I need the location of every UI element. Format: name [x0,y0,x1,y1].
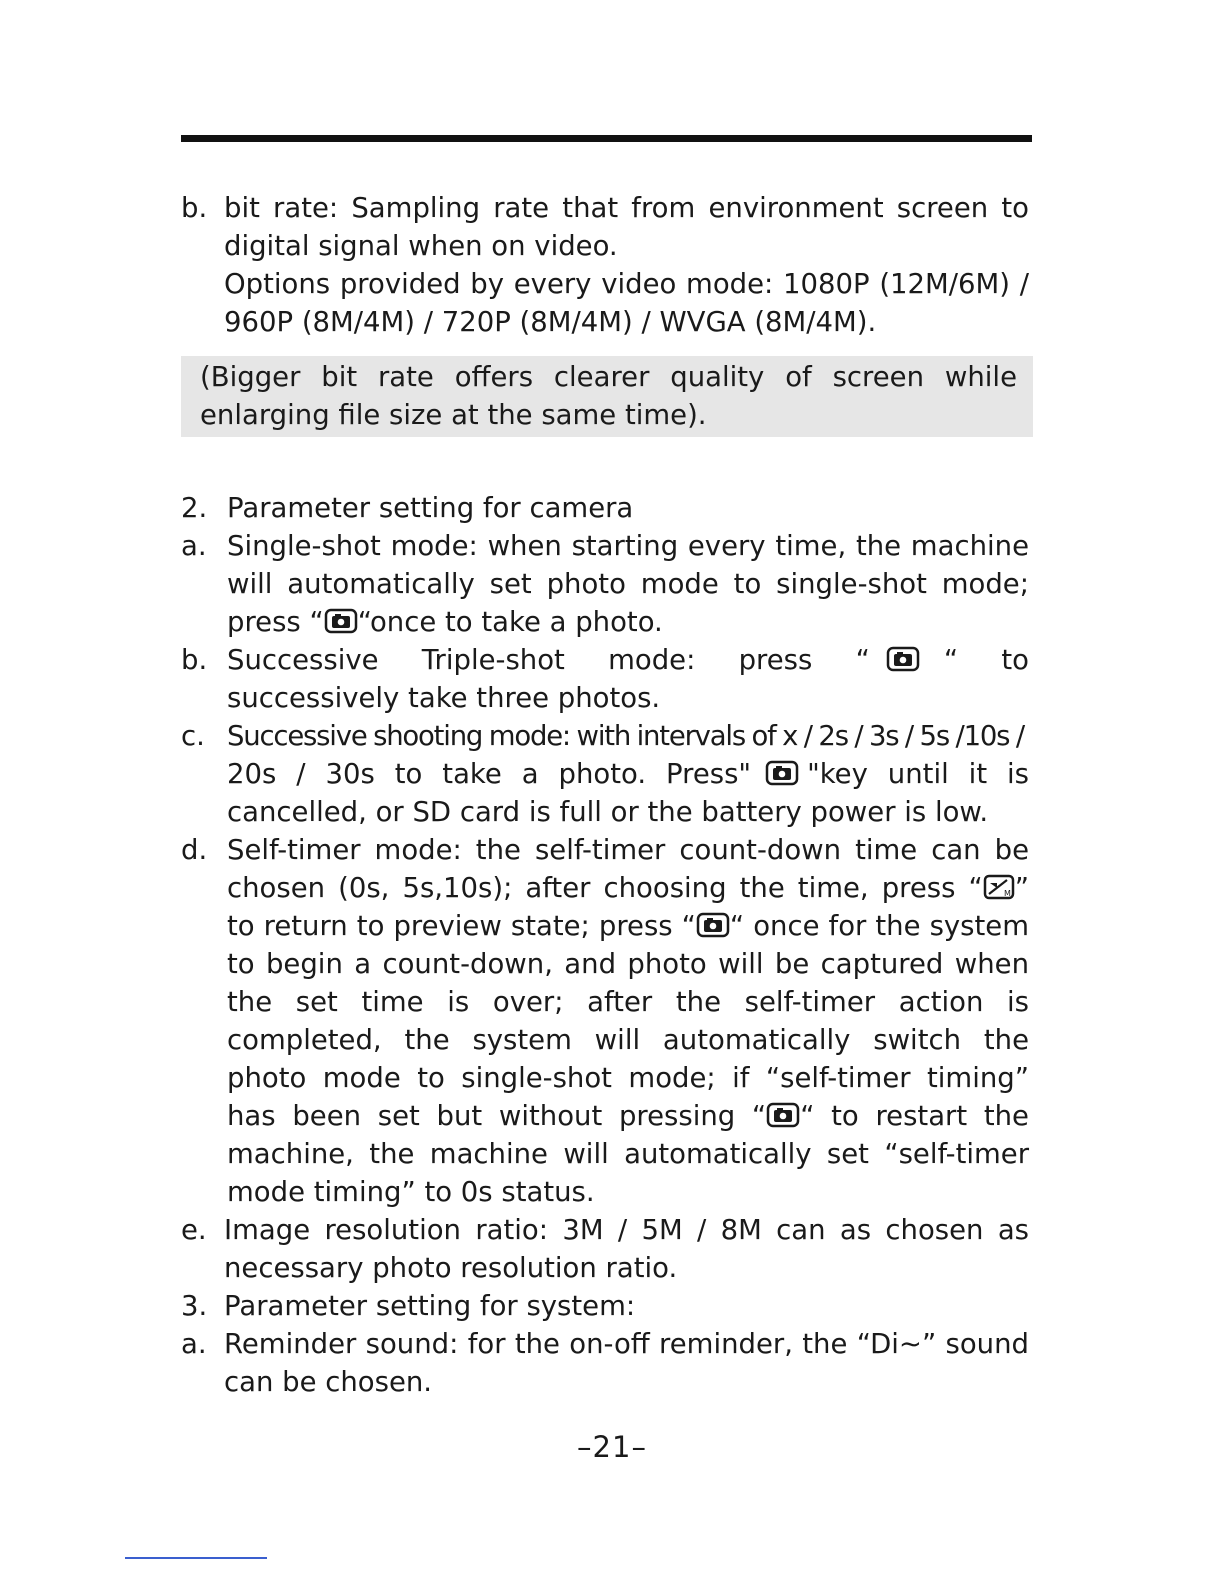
page-number: –21– [577,1430,647,1464]
camera-settings-heading: Parameter setting for camera [227,492,634,524]
self-timer-text-1: Self-timer mode: the self-timer count-down time can be chosen (0s, 5s,10s); after choosing the time, press “ [227,834,1029,904]
triple-shot-text: Successive Triple-shot mode: press “ [227,644,870,676]
list-item-camera-settings [181,489,1029,527]
list-item-bit-rate [181,189,1029,341]
list-marker: 3. [181,1290,208,1322]
system-settings-heading: Parameter setting for system: [224,1290,636,1322]
list-item-resolution [181,1211,1029,1287]
svg-text:M: M [1003,889,1011,898]
self-timer-text-4: “ to restart the machine, the machine will automatically set “self-timer mode timing” to 0s status. [227,1100,1029,1208]
camera-shutter-icon [766,1102,800,1128]
self-timer-text-3: “ once for the system to begin a count-down, and photo will be captured when the set time is over; after the self-timer action is completed, the system will automatically switch the photo mode to single-shot mode; if “self-timer timing” has been set but without pressing “ [227,910,1029,1132]
list-marker: d. [181,834,208,866]
list-marker: b. [181,192,208,224]
mode-button-icon [983,874,1015,900]
list-marker: a. [181,530,207,562]
triple-shot-text-end: “ to successively take three photos. [227,644,1029,714]
resolution-text: Image resolution ratio: 3M / 5M / 8M can as chosen as necessary photo resolution ratio. [224,1214,1029,1284]
camera-shutter-icon [765,760,799,786]
list-item-system-settings [181,1287,1029,1325]
list-item-successive-shooting [181,717,1029,831]
single-shot-text: Single-shot mode: when starting every time, the machine will automatically set photo mode to single-shot mode; press “ [227,530,1029,638]
list-marker: b. [181,644,208,676]
successive-shooting-text-end: "key until it is cancelled, or SD card is full or the battery power is low. [227,758,1030,828]
list-item-single-shot [181,527,1029,641]
footer-line [125,1557,267,1559]
list-marker: a. [181,1328,207,1360]
list-marker: 2. [181,492,208,524]
list-item-triple-shot [181,641,1029,717]
camera-shutter-icon [886,646,920,672]
list-item-self-timer [181,831,1029,1211]
self-timer-text-2: ” to return to preview state; press “ [227,872,1029,942]
camera-shutter-icon [696,912,730,938]
list-marker: e. [181,1214,207,1246]
bit-rate-definition: bit rate: Sampling rate that from environment screen to digital signal when on video. [224,192,1029,262]
single-shot-text-end: “once to take a photo. [357,606,663,638]
reminder-sound-text: Reminder sound: for the on-off reminder, the “Di∼” sound can be chosen. [224,1328,1029,1398]
successive-shooting-text: 20s / 30s to take a photo. Press" [227,758,752,790]
page-content [181,189,1029,1401]
header-rule [181,135,1032,142]
bit-rate-options: Options provided by every video mode: 1080P (12M/6M) / 960P (8M/4M) / 720P (8M/4M) / WVGA (8M/4M). [224,268,1029,338]
bit-rate-note: (Bigger bit rate offers clearer quality of screen while enlarging file size at the same time). [181,356,1033,437]
camera-shutter-icon [324,608,358,634]
list-item-reminder-sound [181,1325,1029,1401]
successive-shooting-intervals: Successive shooting mode: with intervals of x / 2s / 3s / 5s /10s / [227,720,1024,752]
list-marker: c. [181,720,205,752]
